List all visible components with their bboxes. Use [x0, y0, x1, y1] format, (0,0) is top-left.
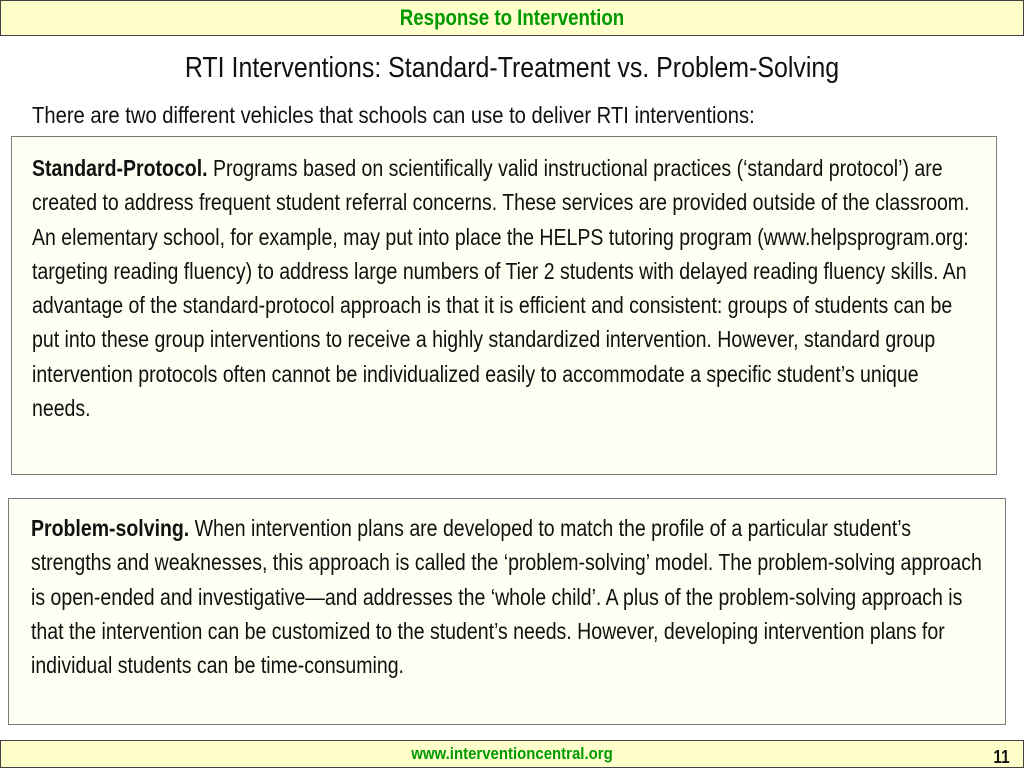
- header-banner: [0, 0, 1024, 36]
- standard-protocol-text: Programs based on scientifically valid instructional practices (‘standard protocol’) are created to address frequent student referral concerns. These services are provided outside of the classroom. An elementary school, for example, may put into place the HELPS tutoring program (www.helpsprogram.org: targeting reading fluency) to address large numbers of Tier 2 students with delayed reading fluency skills. An advantage of the standard-protocol approach is that it is efficient and consistent: groups of students can be put into these group interventions to receive a highly standardized intervention. However, standard group intervention protocols often cannot be individualized easily to accommodate a specific student’s unique needs.: [32, 155, 970, 422]
- standard-protocol-box: [11, 136, 997, 475]
- problem-solving-paragraph: [31, 511, 986, 682]
- footer-banner: [0, 740, 1024, 768]
- standard-protocol-paragraph: [32, 151, 974, 425]
- header-title: Response to Intervention: [399, 5, 625, 30]
- standard-protocol-lead: Standard-Protocol.: [32, 155, 208, 181]
- footer-url-link[interactable]: www.interventioncentral.org: [411, 744, 613, 763]
- page-number: 11: [993, 747, 1010, 767]
- slide-title: RTI Interventions: Standard-Treatment vs. Problem-Solving: [184, 52, 840, 84]
- problem-solving-box: [8, 498, 1006, 725]
- problem-solving-text: When intervention plans are developed to match the profile of a particular student’s strengths and weaknesses, this approach is called the ‘problem-solving’ model. The problem-solving approach is open-ended and investigative—and addresses the ‘whole child’. A plus of the problem-solving approach is that the intervention can be customized to the student’s needs. However, developing intervention plans for individual students can be time-consuming.: [31, 515, 982, 679]
- intro-text: There are two different vehicles that schools can use to deliver RTI interventions:: [32, 102, 755, 128]
- problem-solving-lead: Problem-solving.: [31, 515, 190, 541]
